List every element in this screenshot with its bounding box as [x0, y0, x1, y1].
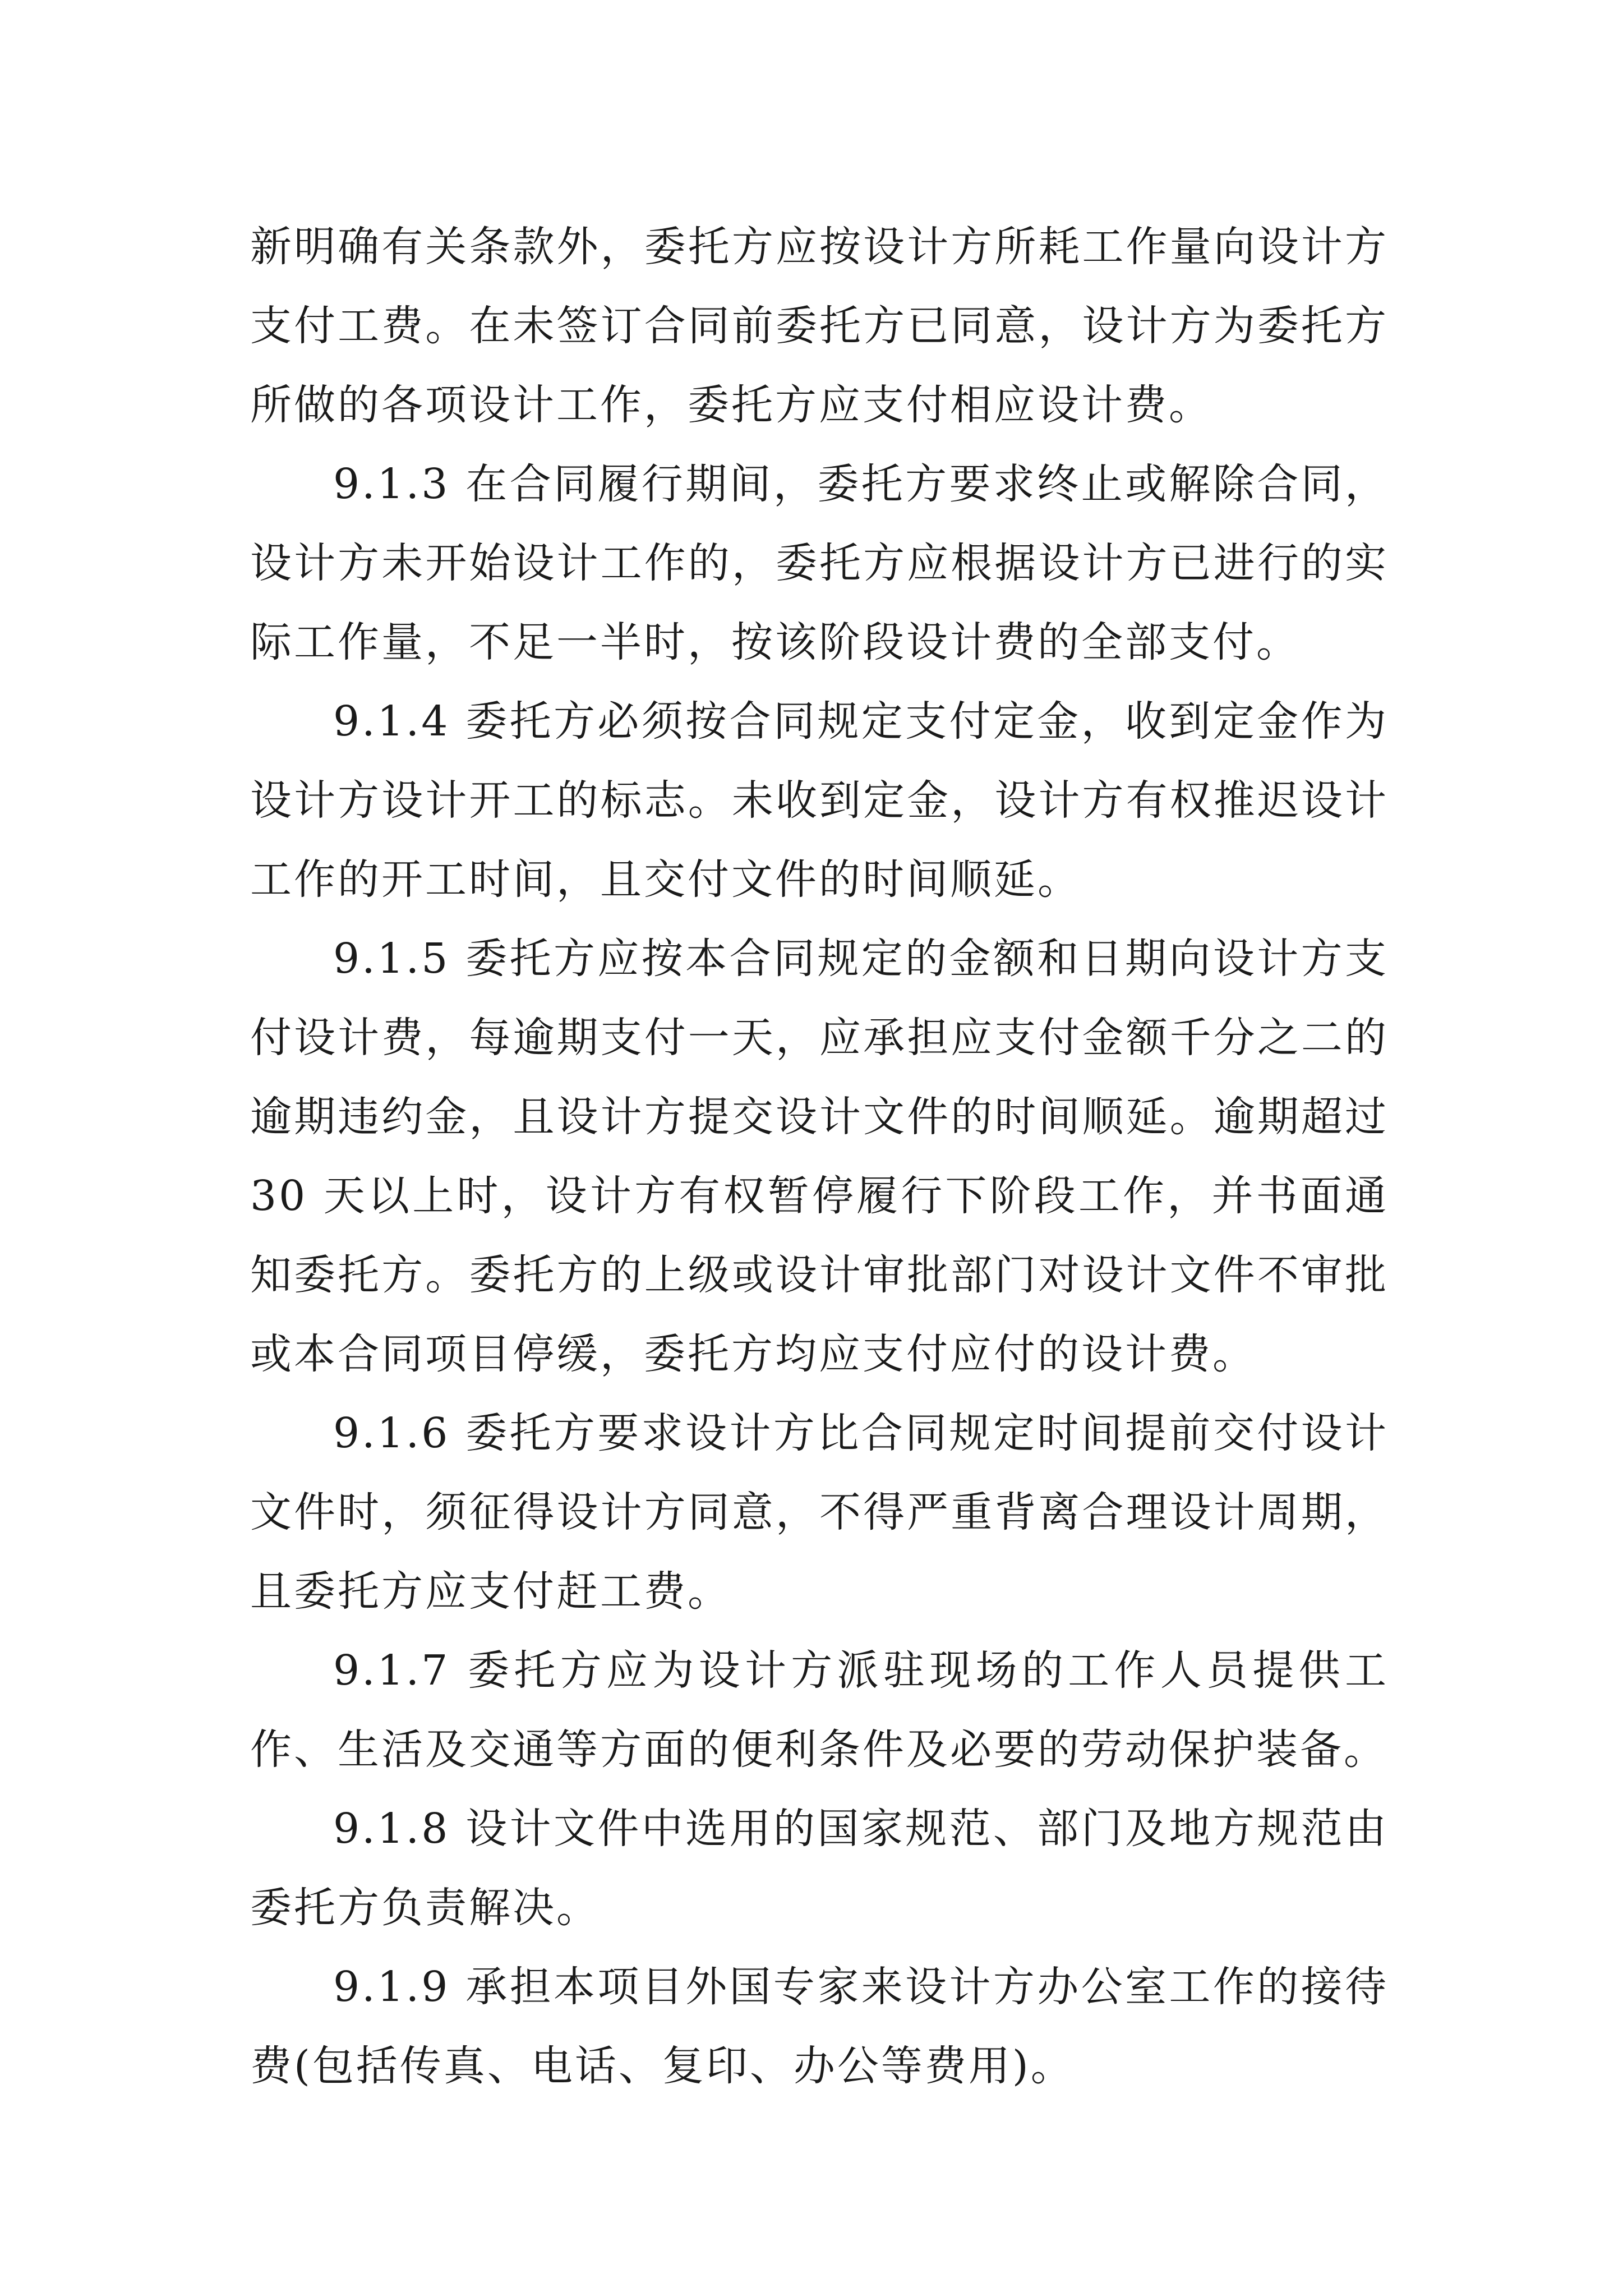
paragraph-9-1-9: 9.1.9 承担本项目外国专家来设计方办公室工作的接待费(包括传真、电话、复印、办公等费用)。: [250, 1963, 1389, 2090]
document-body: [250, 208, 1389, 2106]
paragraph-9-1-7: 9.1.7 委托方应为设计方派驻现场的工作人员提供工作、生活及交通等方面的便利条件及必要的劳动保护装备。: [250, 1646, 1389, 1774]
paragraph-9-1-8: 9.1.8 设计文件中选用的国家规范、部门及地方规范由委托方负责解决。: [250, 1805, 1389, 1932]
paragraph-9-1-6: 9.1.6 委托方要求设计方比合同规定时间提前交付设计文件时，须征得设计方同意，不得严重背离合理设计周期，且委托方应支付赶工费。: [250, 1409, 1389, 1616]
paragraph-9-1-3: 9.1.3 在合同履行期间，委托方要求终止或解除合同，设计方未开始设计工作的，委托方应根据设计方已进行的实际工作量，不足一半时，按该阶段设计费的全部支付。: [250, 460, 1389, 666]
paragraph-9-1-4: 9.1.4 委托方必须按合同规定支付定金，收到定金作为设计方设计开工的标志。未收到定金，设计方有权推迟设计工作的开工时间，且交付文件的时间顺延。: [250, 697, 1389, 904]
paragraph-9-1-5: 9.1.5 委托方应按本合同规定的金额和日期向设计方支付设计费，每逾期支付一天，应承担应支付金额千分之二的逾期违约金，且设计方提交设计文件的时间顺延。逾期超过30 天以上时，设计方有权暂停履行下阶段工作，并书面通知委托方。委托方的上级或设计审批部门对设计文件不审批或本合同项目停缓，委托方均应支付应付的设计费。: [250, 935, 1389, 1378]
paragraph-continued: 新明确有关条款外，委托方应按设计方所耗工作量向设计方支付工费。在未签订合同前委托方已同意，设计方为委托方所做的各项设计工作，委托方应支付相应设计费。: [250, 223, 1389, 429]
